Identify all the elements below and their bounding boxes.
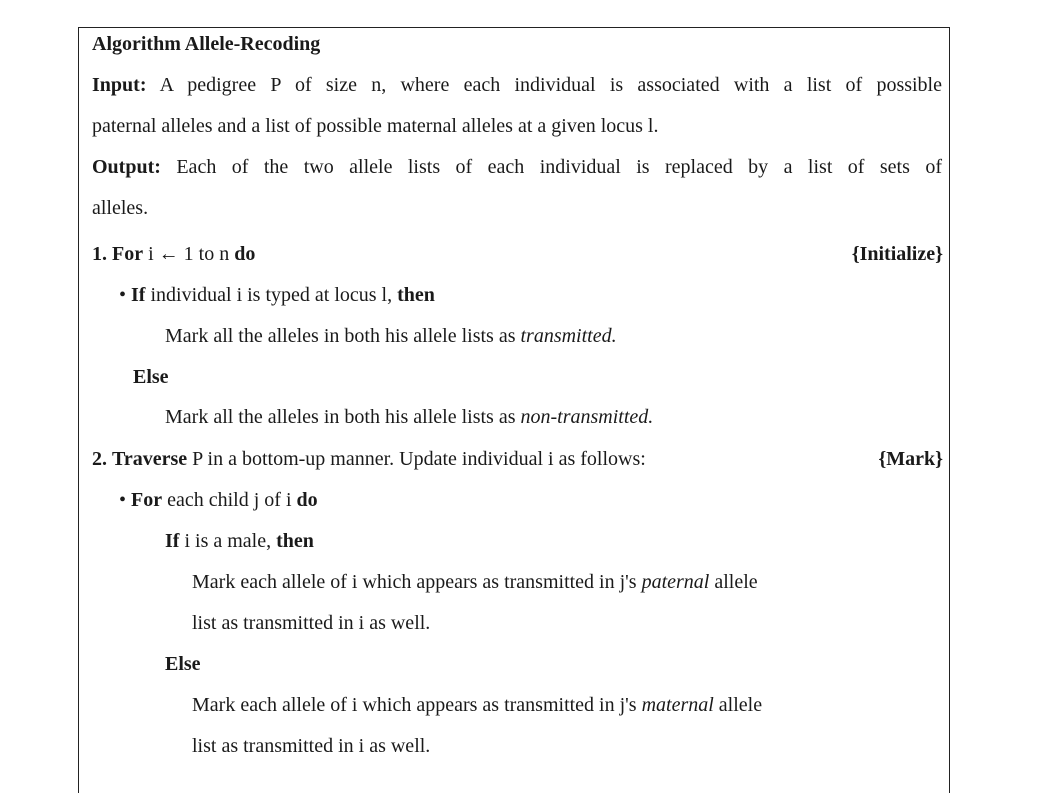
- step2-header: [92, 447, 646, 471]
- step1-loop: i ← 1 to n: [148, 243, 230, 265]
- paternal-text-end: allele: [709, 571, 758, 593]
- mark-emphasis: non-transmitted.: [520, 406, 654, 428]
- step2-if-male-line: [165, 529, 314, 553]
- algorithm-heading: Algorithm Allele-Recoding: [92, 33, 321, 55]
- step1-condition: individual i is typed at locus l,: [150, 284, 393, 306]
- output-text-1: Each of the two allele lists of each individual is replaced by a list of sets of: [176, 156, 942, 178]
- bullet: •: [119, 284, 127, 306]
- step1-for-keyword: For: [112, 243, 144, 265]
- mark-text: Mark all the alleles in both his allele lists as: [165, 325, 521, 347]
- step2-for-line: [119, 488, 318, 512]
- mark-emphasis: transmitted.: [520, 325, 617, 347]
- bullet: •: [119, 489, 127, 511]
- input-line-2: paternal alleles and a list of possible maternal alleles at a given locus l.: [92, 115, 659, 137]
- paternal-text: Mark each allele of i which appears as transmitted in j's: [192, 571, 642, 593]
- input-line-1: [92, 73, 942, 97]
- step2-number: 2.: [92, 448, 107, 470]
- step1-tag: {Initialize}: [851, 243, 943, 265]
- input-label: Input:: [92, 74, 147, 96]
- output-label: Output:: [92, 156, 161, 178]
- maternal-line-2: list as transmitted in i as well.: [192, 735, 431, 757]
- maternal-emphasis: maternal: [641, 694, 714, 716]
- paternal-line-1: [192, 570, 758, 594]
- traverse-keyword: Traverse: [112, 448, 188, 470]
- input-text-1: A pedigree P of size n, where each individual is associated with a list of possible: [159, 74, 942, 96]
- then-keyword: then: [397, 284, 435, 306]
- if-keyword: If: [131, 284, 146, 306]
- maternal-text-end: allele: [713, 694, 763, 716]
- step2-tag: {Mark}: [878, 448, 943, 470]
- if-keyword: If: [165, 530, 180, 552]
- paternal-emphasis: paternal: [641, 571, 710, 593]
- each-child-text: each child j of i: [167, 489, 292, 511]
- step2-description: P in a bottom-up manner. Update individual i as follows:: [192, 448, 646, 470]
- algorithm-box: [78, 27, 950, 793]
- maternal-text: Mark each allele of i which appears as transmitted in j's: [192, 694, 642, 716]
- maternal-line-1: [192, 693, 762, 717]
- male-condition: i is a male,: [184, 530, 272, 552]
- step1-header: [92, 242, 255, 266]
- output-line-2: alleles.: [92, 197, 149, 219]
- paternal-line-2: list as transmitted in i as well.: [192, 612, 431, 634]
- then-keyword: then: [276, 530, 314, 552]
- step1-mark-transmitted: [165, 324, 617, 348]
- step1-else: Else: [133, 366, 169, 388]
- output-line-1: [92, 155, 942, 179]
- step2-else: Else: [165, 653, 201, 675]
- step1-mark-non-transmitted: [165, 405, 653, 429]
- for-keyword: For: [131, 489, 163, 511]
- do-keyword: do: [296, 489, 318, 511]
- step1-if-line: [119, 283, 435, 307]
- mark-text: Mark all the alleles in both his allele lists as: [165, 406, 521, 428]
- step1-number: 1.: [92, 243, 107, 265]
- step1-do-keyword: do: [234, 243, 256, 265]
